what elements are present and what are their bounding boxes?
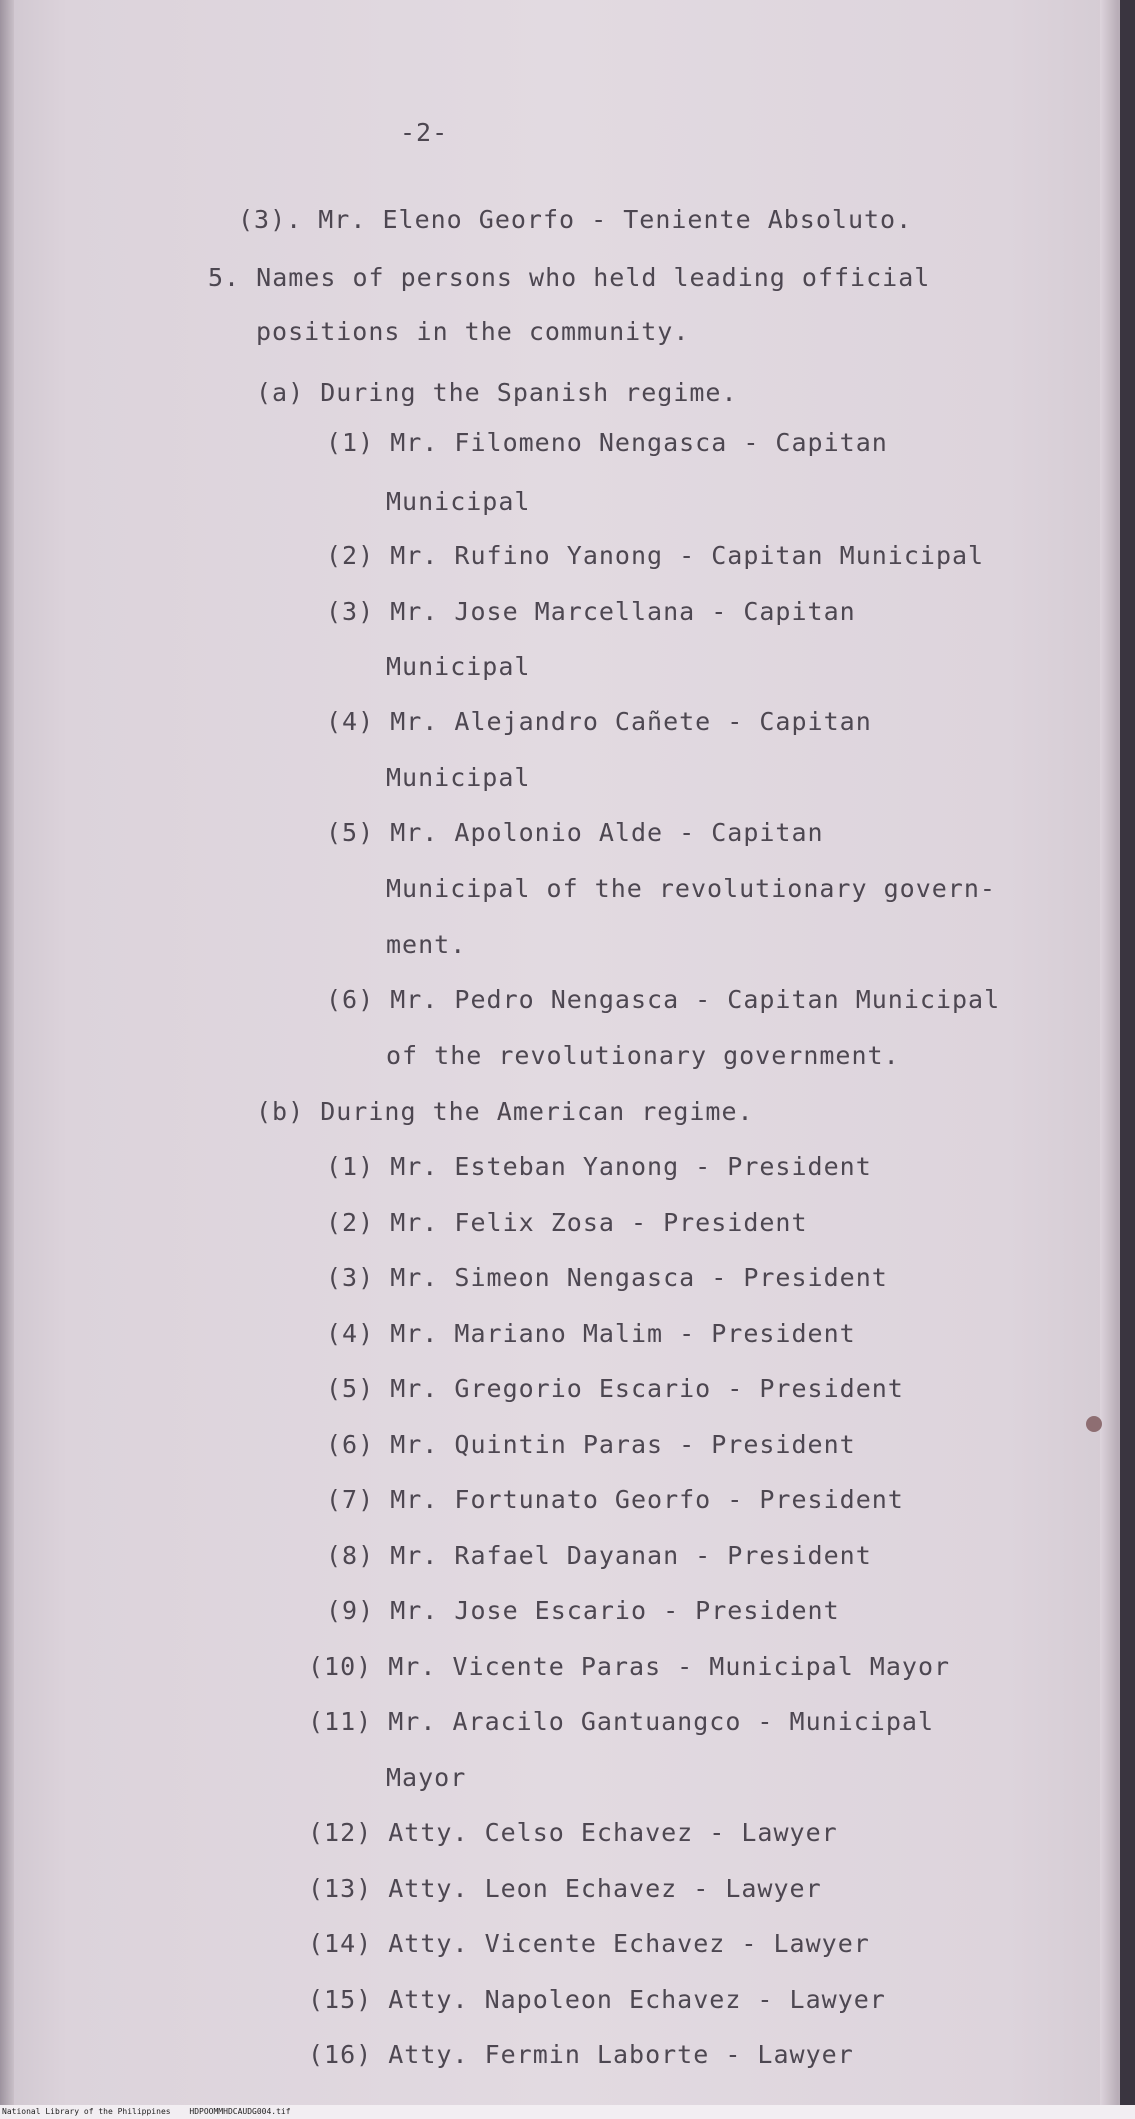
- text-line: of the revolutionary government.: [386, 1041, 900, 1070]
- text-line: (6) Mr. Pedro Nengasca - Capitan Municipal: [326, 985, 1001, 1014]
- text-line: (8) Mr. Rafael Dayanan - President: [326, 1541, 872, 1570]
- page-right-edge: [1100, 0, 1118, 2105]
- text-line: Municipal: [386, 487, 531, 516]
- text-line: (a) During the Spanish regime.: [256, 378, 738, 407]
- text-line: Municipal: [386, 763, 531, 792]
- text-line: (3). Mr. Eleno Georfo - Teniente Absoluto.: [238, 205, 913, 234]
- page-number: -2-: [400, 118, 449, 147]
- text-line: (4) Mr. Mariano Malim - President: [326, 1319, 856, 1348]
- stain-mark: [1086, 1416, 1102, 1432]
- text-line: (b) During the American regime.: [256, 1097, 754, 1126]
- text-line: (12) Atty. Celso Echavez - Lawyer: [308, 1818, 838, 1847]
- text-line: ment.: [386, 930, 467, 959]
- text-line: (1) Mr. Esteban Yanong - President: [326, 1152, 872, 1181]
- text-line: Municipal: [386, 652, 531, 681]
- text-line: (15) Atty. Napoleon Echavez - Lawyer: [308, 1985, 886, 2014]
- scan-footer: [0, 2105, 1135, 2119]
- text-line: (6) Mr. Quintin Paras - President: [326, 1430, 856, 1459]
- text-line: (5) Mr. Gregorio Escario - President: [326, 1374, 904, 1403]
- footer-library: National Library of the Philippines: [2, 2107, 171, 2116]
- text-line: (1) Mr. Filomeno Nengasca - Capitan: [326, 428, 888, 457]
- text-line: (2) Mr. Rufino Yanong - Capitan Municipal: [326, 541, 985, 570]
- footer-filename: HDPOOMMHDCAUDG004.tif: [189, 2107, 291, 2116]
- text-line: (2) Mr. Felix Zosa - President: [326, 1208, 808, 1237]
- text-line: positions in the community.: [256, 317, 690, 346]
- page-left-edge: [0, 0, 14, 2105]
- text-line: (3) Mr. Simeon Nengasca - President: [326, 1263, 888, 1292]
- text-line: (13) Atty. Leon Echavez - Lawyer: [308, 1874, 822, 1903]
- text-line: (4) Mr. Alejandro Cañete - Capitan: [326, 707, 872, 736]
- text-line: 5. Names of persons who held leading official: [208, 263, 931, 292]
- text-line: (3) Mr. Jose Marcellana - Capitan: [326, 597, 856, 626]
- text-line: Municipal of the revolutionary govern-: [386, 874, 996, 903]
- text-line: (5) Mr. Apolonio Alde - Capitan: [326, 818, 824, 847]
- text-line: (7) Mr. Fortunato Georfo - President: [326, 1485, 904, 1514]
- text-line: (10) Mr. Vicente Paras - Municipal Mayor: [308, 1652, 951, 1681]
- text-line: (14) Atty. Vicente Echavez - Lawyer: [308, 1929, 870, 1958]
- text-line: (16) Atty. Fermin Laborte - Lawyer: [308, 2040, 854, 2069]
- text-line: (11) Mr. Aracilo Gantuangco - Municipal: [308, 1707, 934, 1736]
- text-line: (9) Mr. Jose Escario - President: [326, 1596, 840, 1625]
- text-line: Mayor: [386, 1763, 467, 1792]
